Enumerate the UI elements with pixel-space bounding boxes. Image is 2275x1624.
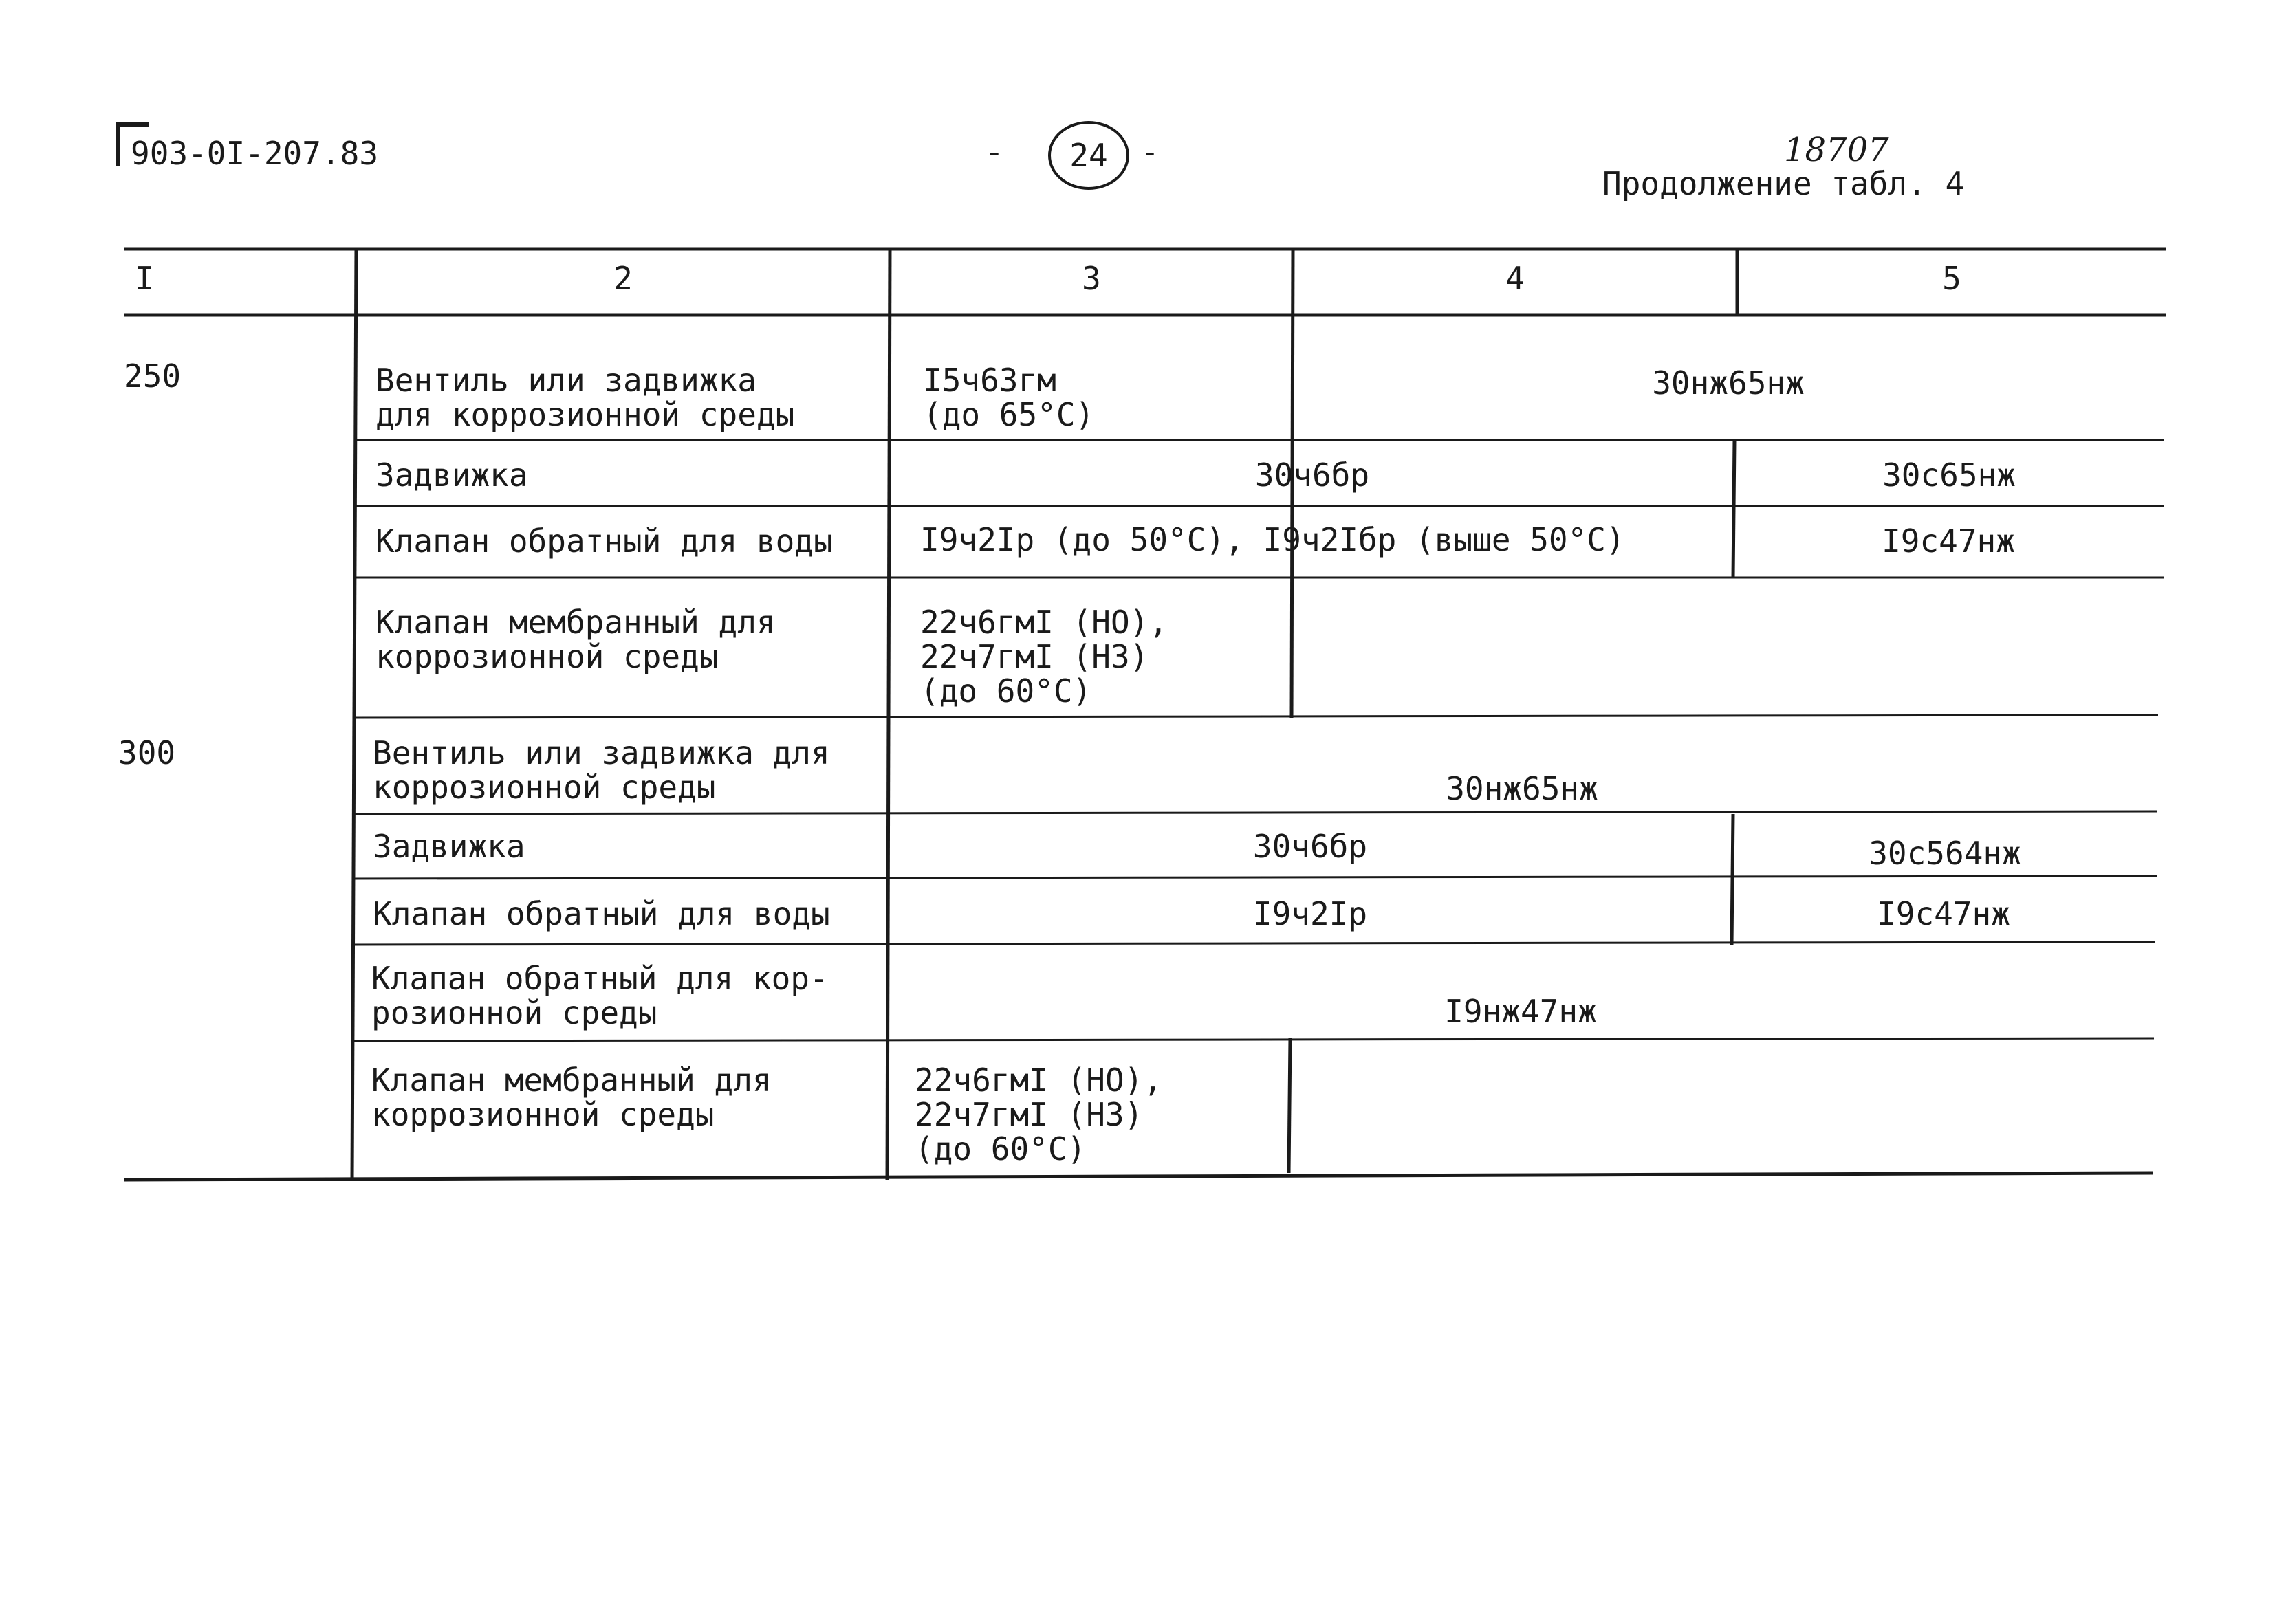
table-title: Продолжение табл. 4 bbox=[1602, 165, 1965, 202]
cell-col5: I9с47нж bbox=[1882, 523, 2015, 560]
cell-col5: 30с65нж bbox=[1882, 457, 2016, 494]
row-name: Клапан мембранный для коррозионной среды bbox=[375, 604, 776, 675]
column-header-4: 4 bbox=[1505, 260, 1525, 297]
cell-col3: I5ч63гм (до 65°C) bbox=[923, 362, 1095, 433]
cell-col34: I9ч2Iр bbox=[1252, 895, 1368, 932]
cell-col3: 22ч6гмI (НО), 22ч7гмI (НЗ) (до 60°C) bbox=[915, 1062, 1163, 1167]
column-header-2: 2 bbox=[613, 260, 633, 297]
cell-col34: I9ч2Iр (до 50°C), I9ч2Iбр (выше 50°C) bbox=[920, 521, 1625, 558]
row-name: Вентиль или задвижка для коррозионной среды bbox=[373, 734, 830, 806]
column-header-3: 3 bbox=[1082, 260, 1101, 297]
cell-col345: I9нж47нж bbox=[1444, 993, 1597, 1030]
cell-col3: 22ч6гмI (НО), 22ч7гмI (НЗ) (до 60°C) bbox=[920, 604, 1168, 710]
dn-250: 250 bbox=[124, 358, 182, 395]
document-code: 903-0I-207.83 bbox=[131, 135, 379, 172]
dn-300: 300 bbox=[118, 734, 176, 771]
cell-col345: 30нж65нж bbox=[1446, 770, 1598, 807]
row-name: Клапан обратный для кор- розионной среды bbox=[371, 960, 829, 1031]
row-name: Клапан обратный для воды bbox=[375, 523, 833, 560]
row-name: Задвижка bbox=[375, 457, 528, 494]
page-dash-right: - bbox=[1140, 133, 1160, 171]
row-name: Задвижка bbox=[373, 828, 525, 865]
column-header-5: 5 bbox=[1942, 260, 1961, 297]
cell-col34: 30ч6бр bbox=[1254, 457, 1370, 494]
row-name: Клапан обратный для воды bbox=[373, 895, 830, 932]
handwritten-number: 18707 bbox=[1784, 131, 1889, 169]
cell-col5: 30с564нж bbox=[1869, 835, 2021, 872]
cell-col34: 30ч6бр bbox=[1252, 828, 1368, 865]
cell-col5: I9с47нж bbox=[1877, 895, 2010, 932]
page-dash-left: - bbox=[985, 133, 1004, 171]
row-name: Вентиль или задвижка для коррозионной среды bbox=[375, 362, 795, 433]
cell-col45: 30нж65нж bbox=[1652, 364, 1805, 402]
page-number: 24 bbox=[1048, 121, 1129, 190]
column-header-1: I bbox=[135, 260, 154, 297]
row-name: Клапан мембранный для коррозионной среды bbox=[371, 1062, 772, 1133]
